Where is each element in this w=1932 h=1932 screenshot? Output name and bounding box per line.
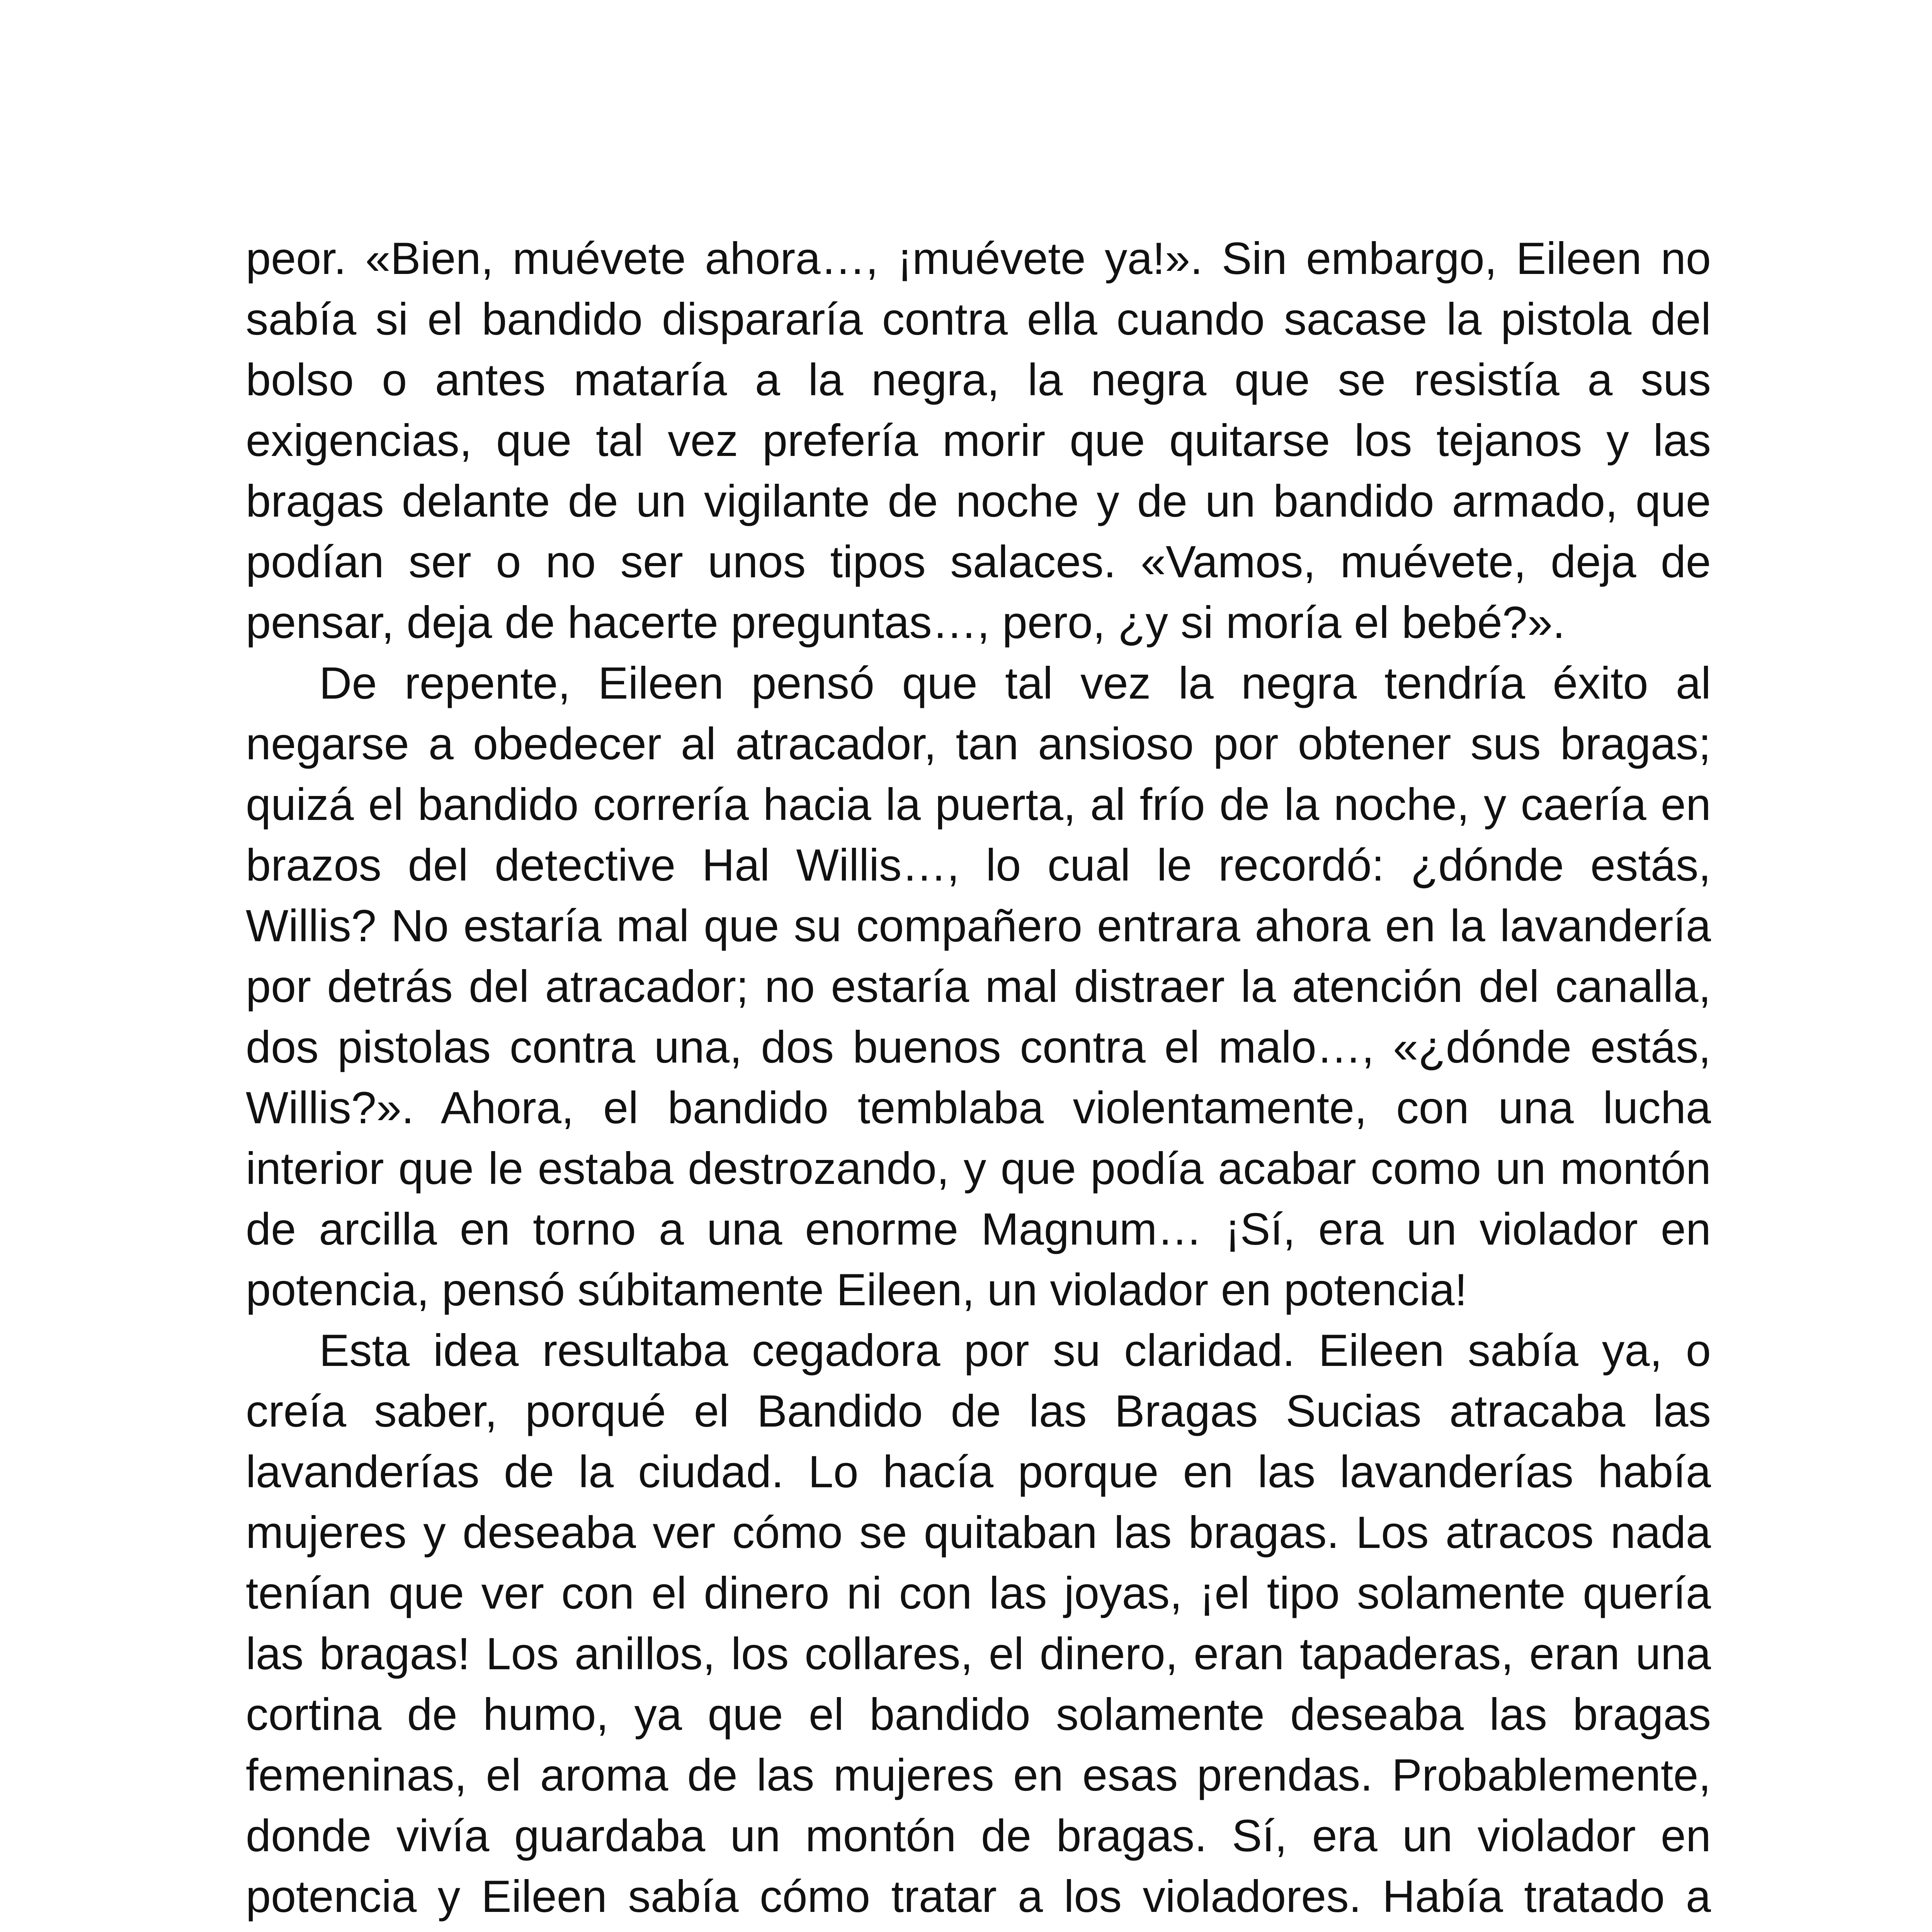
body-text xyxy=(246,228,1711,1932)
paragraph-3: Esta idea resultaba cegadora por su claridad. Eileen sabía ya, o creía saber, porqué el Bandido de las Bragas Sucias atracaba las lavanderías de la ciudad. Lo hacía porque en las lavanderías había mujeres y deseaba ver cómo se quitaban las bragas. Los atracos nada tenían que ver con el dinero ni con las joyas, ¡el tipo solamente quería las bragas! Los anillos, los collares, el dinero, eran tapaderas, eran una cortina de humo, ya que el bandido solamente deseaba las bragas femeninas, el aroma de las mujeres en esas prendas. Probablemente, donde vivía guardaba un montón de bragas. Sí, era un violador en potencia y Eileen sabía cómo tratar a los violadores. Había tratado a xyxy=(246,1325,1711,1922)
paragraph-2: De repente, Eileen pensó que tal vez la negra tendría éxito al negarse a obedecer al atracador, tan ansioso por obtener sus bragas; quizá el bandido correría hacia la puerta, al frío de la noche, y caería en brazos del detective Hal Willis…, lo cual le recordó: ¿dónde estás, Willis? No estaría mal que su compañero entrara ahora en la lavandería por detrás del atracador; no estaría mal distraer la atención del canalla, dos pistolas contra una, dos buenos contra el malo…, «¿dónde estás, Willis?». Ahora, el bandido temblaba violentamente, con una lucha interior que le estaba destrozando, y que podía acabar como un montón de arcilla en torno a una enorme Magnum… ¡Sí, era un violador en potencia, pensó súbitamente Eileen, un violador en potencia! xyxy=(246,658,1711,1315)
paragraph-1: peor. «Bien, muévete ahora…, ¡muévete ya!». Sin embargo, Eileen no sabía si el bandido dispararía contra ella cuando sacase la pistola del bolso o antes mataría a la negra, la negra que se resistía a sus exigencias, que tal vez prefería morir que quitarse los tejanos y las bragas delante de un vigilante de noche y de un bandido armado, que podían ser o no ser unos tipos salaces. «Vamos, muévete, deja de pensar, deja de hacerte preguntas…, pero, ¿y si moría el bebé?». xyxy=(246,233,1711,648)
